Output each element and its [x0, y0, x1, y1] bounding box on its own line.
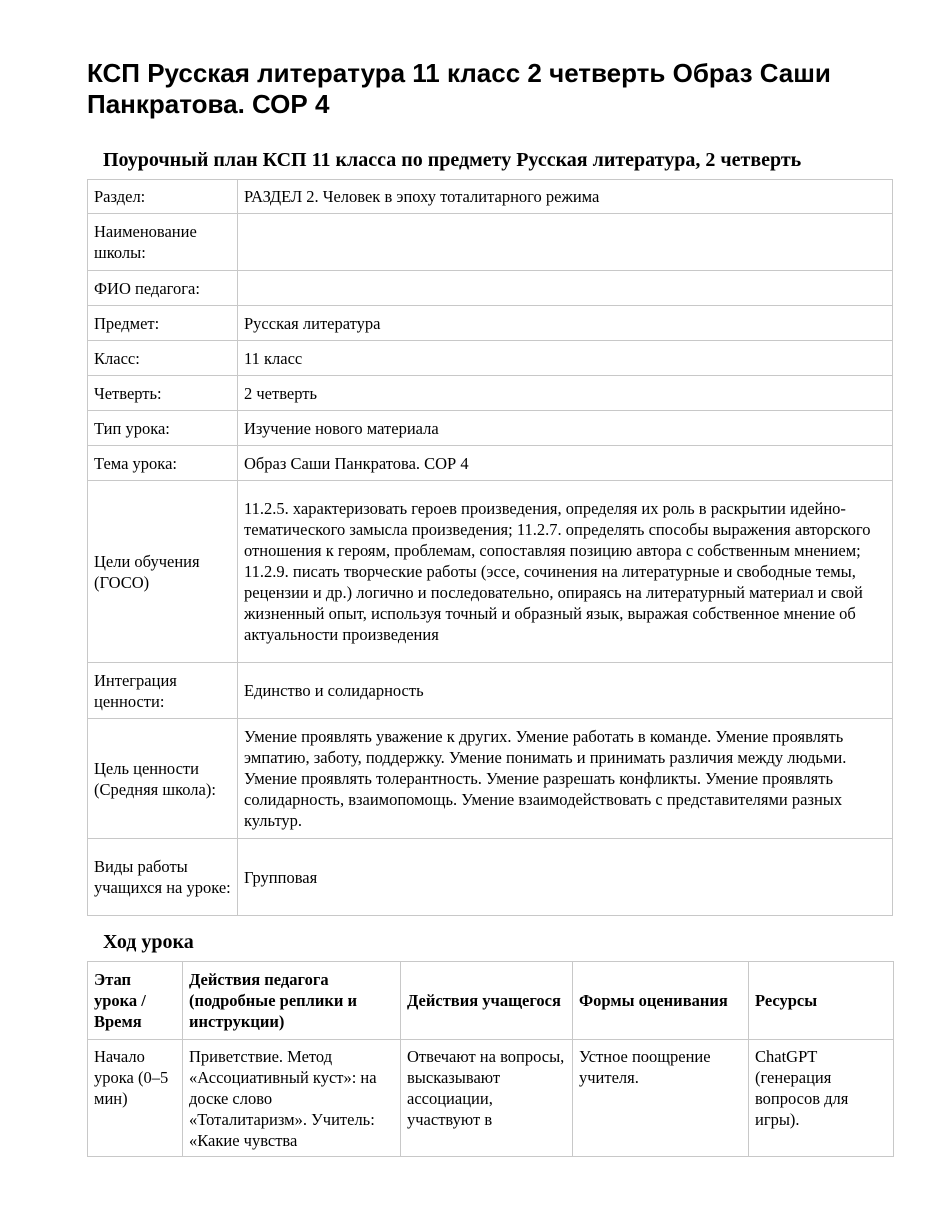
table-row — [88, 376, 893, 411]
row-value: Единство и солидарность — [238, 663, 893, 719]
row-value: 11 класс — [238, 341, 893, 376]
column-header-teacher-actions: Действия педагога (подробные реплики и инструкции) — [183, 962, 401, 1040]
row-value — [238, 271, 893, 306]
row-label: Тип урока: — [88, 411, 238, 446]
teacher-actions-text: Приветствие. Метод «Ассоциативный куст»: на доске слово «Тоталитаризм». Учитель: «Какие чувства — [189, 1047, 377, 1150]
table-row — [88, 481, 893, 663]
row-value — [238, 214, 893, 271]
row-label: Интеграция ценности: — [88, 663, 238, 719]
row-value: Русская литература — [238, 306, 893, 341]
row-label: Цель ценности (Средняя школа): — [88, 719, 238, 839]
row-value: РАЗДЕЛ 2. Человек в эпоху тоталитарного режима — [238, 180, 893, 214]
row-value: Групповая — [238, 839, 893, 916]
resources-text: ChatGPT (генерация вопросов для игры). — [755, 1047, 849, 1129]
table-row — [88, 719, 893, 839]
plan-heading: Поурочный план КСП 11 класса по предмету Русская литература, 2 четверть — [103, 149, 802, 171]
column-header-stage: Этап урока / Время — [88, 962, 183, 1040]
stage-text: Начало урока (0–5 мин) — [94, 1047, 169, 1108]
page-title: КСП Русская литература 11 класс 2 четверть Образ Саши Панкратова. СОР 4 — [87, 58, 831, 119]
table-row — [88, 411, 893, 446]
row-label: Класс: — [88, 341, 238, 376]
column-header-student-actions: Действия учащегося — [401, 962, 573, 1040]
resources-cell — [749, 1040, 894, 1157]
lesson-course-table — [87, 961, 894, 1157]
table-row — [88, 306, 893, 341]
row-label: Виды работы учащихся на уроке: — [88, 839, 238, 916]
row-label: Наименование школы: — [88, 214, 238, 271]
row-label: Тема урока: — [88, 446, 238, 481]
row-value: Умение проявлять уважение к других. Умение работать в команде. Умение проявлять эмпатию, заботу, поддержку. Умение понимать и принимать различия между людьми. Умение проявлять толерантность. Умение разрешать конфликты. Умение проявлять солидарность, взаимопомощь. Умение взаимодействовать с представителями разных культур. — [238, 719, 893, 839]
row-label: Раздел: — [88, 180, 238, 214]
table-row — [88, 663, 893, 719]
row-label: Предмет: — [88, 306, 238, 341]
assessment-text: Устное поощрение учителя. — [579, 1047, 711, 1087]
column-header-assessment: Формы оценивания — [573, 962, 749, 1040]
assessment-cell — [573, 1040, 749, 1157]
table-row — [88, 271, 893, 306]
row-value: 2 четверть — [238, 376, 893, 411]
row-value: Изучение нового материала — [238, 411, 893, 446]
student-actions-text: Отвечают на вопросы, высказывают ассоциации, участвуют в — [407, 1047, 565, 1129]
row-label: ФИО педагога: — [88, 271, 238, 306]
table-row — [88, 180, 893, 214]
row-value: Образ Саши Панкратова. СОР 4 — [238, 446, 893, 481]
table-row — [88, 839, 893, 916]
row-label: Четверть: — [88, 376, 238, 411]
table-row — [88, 446, 893, 481]
row-label: Цели обучения (ГОСО) — [88, 481, 238, 663]
table-header-row — [88, 962, 894, 1040]
column-header-resources: Ресурсы — [749, 962, 894, 1040]
course-heading: Ход урока — [103, 931, 194, 953]
stage-cell — [88, 1040, 183, 1157]
teacher-actions-cell — [183, 1040, 401, 1157]
lesson-plan-table — [87, 179, 893, 916]
table-row — [88, 214, 893, 271]
table-row — [88, 341, 893, 376]
student-actions-cell — [401, 1040, 573, 1157]
row-value: 11.2.5. характеризовать героев произведения, определяя их роль в раскрытии идейно-тематического замысла произведения; 11.2.7. определять способы выражения авторского отношения к героям, проблемам, сопоставляя позицию автора с собственным мнением; 11.2.9. писать творческие работы (эссе, сочинения на литературные и свободные темы, рецензии и др.) логично и последовательно, опираясь на литературный материал и свой жизненный опыт, используя точный и образный язык, выражая собственное мнение об актуальности произведения — [238, 481, 893, 663]
table-row — [88, 1040, 894, 1157]
